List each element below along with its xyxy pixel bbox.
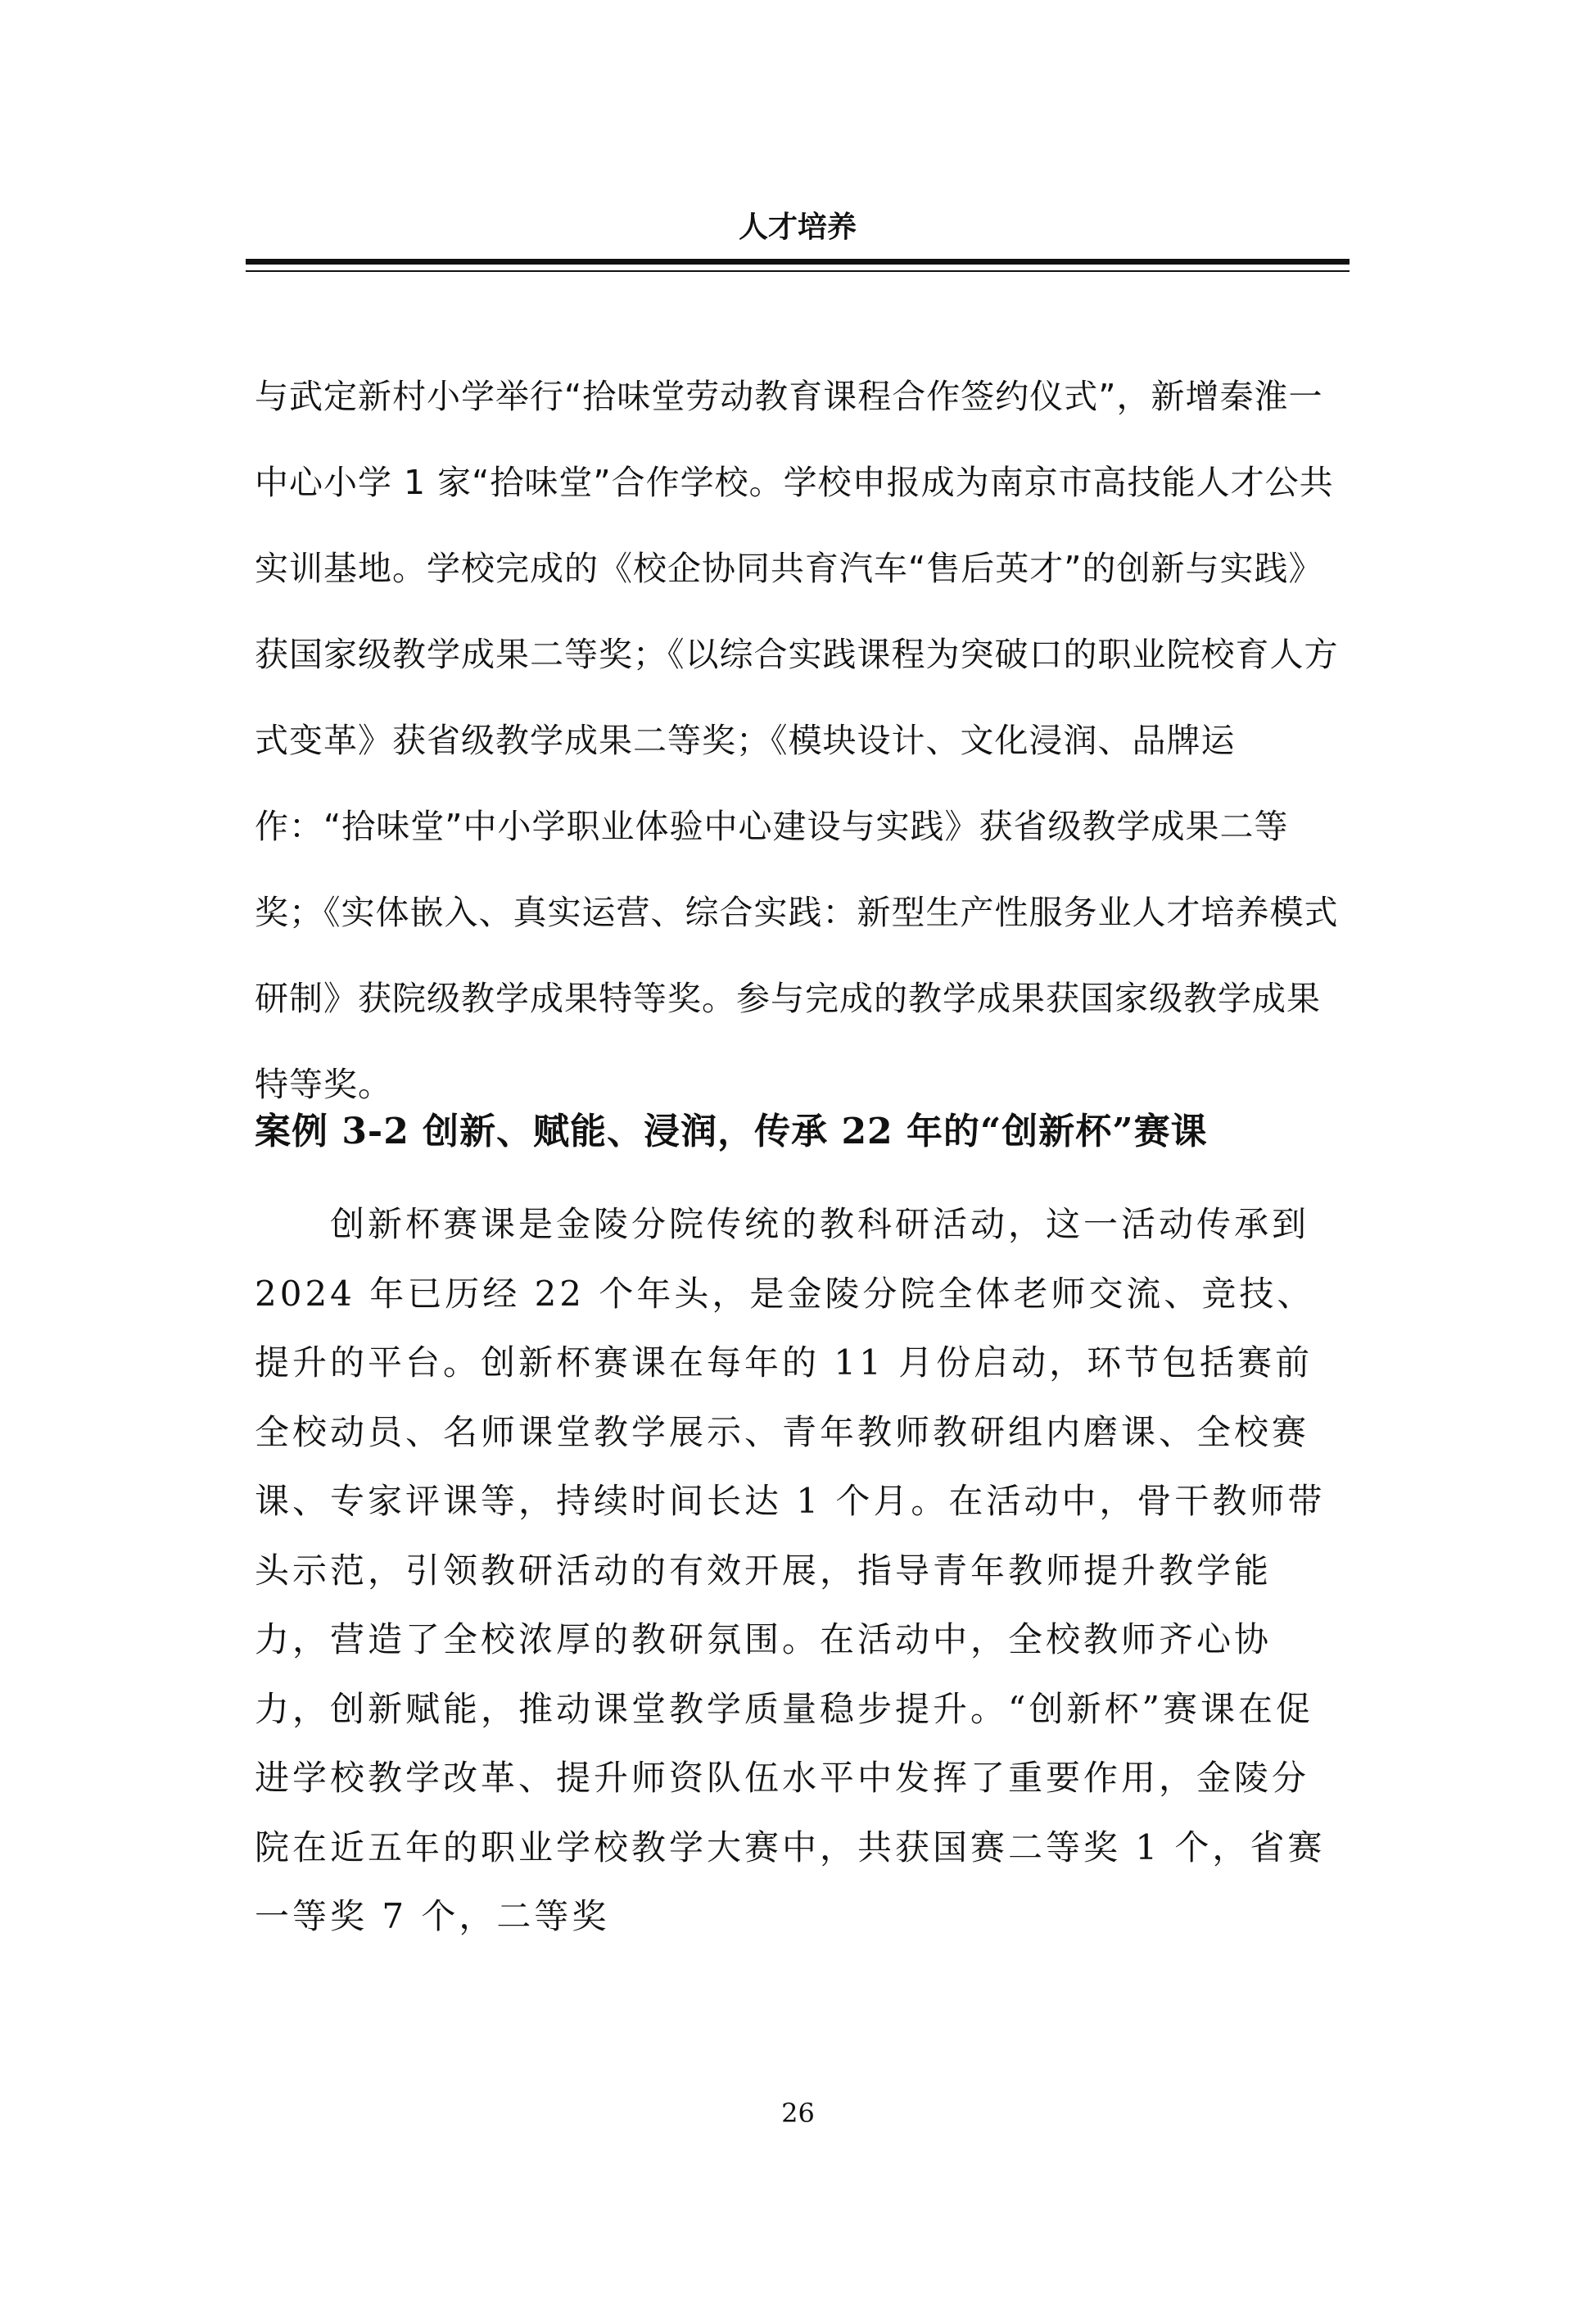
header-rule-thin xyxy=(246,270,1350,272)
body-paragraph: 与武定新村小学举行“拾味堂劳动教育课程合作签约仪式”，新增秦淮一中心小学 1 家“拾味堂”合作学校。学校申报成为南京市高技能人才公共实训基地。学校完成的《校企协同共育汽车“售后英才”的创新与实践》获国家级教学成果二等奖；《以综合实践课程为突破口的职业院校育人方式变革》获省级教学成果二等奖；《模块设计、文化浸润、品牌运作：“拾味堂”中小学职业体验中心建设与实践》获省级教学成果二等奖；《实体嵌入、真实运营、综合实践：新型生产性服务业人才培养模式研制》获院级教学成果特等奖。参与完成的教学成果获国家级教学成果特等奖。 xyxy=(255,377,1339,1104)
section-heading: 案例 3-2 创新、赋能、浸润，传承 22 年的“创新杯”赛课 xyxy=(255,1111,1208,1152)
case-paragraph: 创新杯赛课是金陵分院传统的教科研活动，这一活动传承到 2024 年已历经 22 个年头，是金陵分院全体老师交流、竞技、提升的平台。创新杯赛课在每年的 11 月份启动，环节包括赛前全校动员、名师课堂教学展示、青年教师教研组内磨课、全校赛课、专家评课等，持续时间长达 1 个月。在活动中，骨干教师带头示范，引领教研活动的有效开展，指导青年教师提升教学能力，营造了全校浓厚的教研氛围。在活动中，全校教师齐心协力，创新赋能，推动课堂教学质量稳步提升。“创新杯”赛课在促进学校教学改革、提升师资队伍水平中发挥了重要作用，金陵分院在近五年的职业学校教学大赛中，共获国赛二等奖 1 个，省赛一等奖 7 个，二等奖 xyxy=(255,1204,1326,1936)
page-number: 26 xyxy=(781,2098,815,2129)
header-rule-thick xyxy=(246,259,1350,265)
running-header-title: 人才培养 xyxy=(738,210,857,244)
